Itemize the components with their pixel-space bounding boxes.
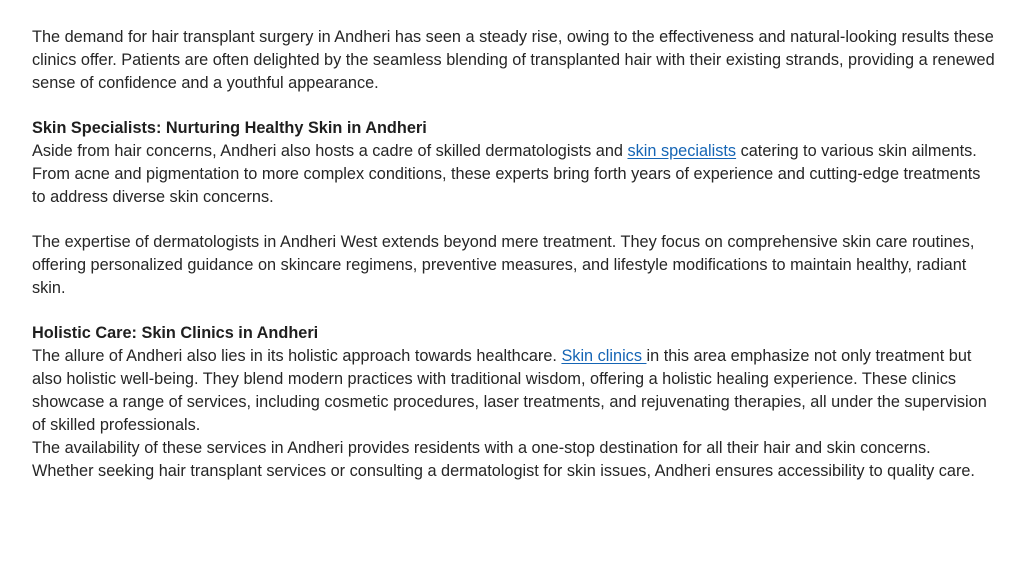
skin-specialists-paragraph [32,140,996,209]
skin-specialists-heading: Skin Specialists: Nurturing Healthy Skin in Andheri [32,119,427,137]
holistic-care-heading: Holistic Care: Skin Clinics in Andheri [32,324,319,342]
skin-specialists-section [32,117,996,209]
holistic-care-paragraph [32,345,996,437]
intro-paragraph: The demand for hair transplant surgery in Andheri has seen a steady rise, owing to the effectiveness and natural-looking results these clinics offer. Patients are often delighted by the seamless blending of transplanted hair with their existing strands, providing a renewed sense of confidence and a youthful appearance. [32,28,995,92]
skin-specialists-text-before-link: Aside from hair concerns, Andheri also hosts a cadre of skilled dermatologists and [32,142,628,160]
dermatologists-expertise-paragraph: The expertise of dermatologists in Andheri West extends beyond mere treatment. They focus on comprehensive skin care routines, offering personalized guidance on skincare regimens, preventive measures, and lifestyle modifications to maintain healthy, radiant skin. [32,233,975,297]
holistic-care-text-after-link: in this area emphasize not only treatment but also holistic well-being. They blend modern practices with traditional wisdom, offering a holistic healing experience. These clinics showcase a range of services, including cosmetic procedures, laser treatments, and rejuvenating therapies, all under the supervision of skilled professionals. [32,347,987,434]
skin-clinics-link[interactable]: Skin clinics [561,347,647,365]
holistic-care-section [32,322,996,483]
holistic-care-text-before-link: The allure of Andheri also lies in its holistic approach towards healthcare. [32,347,562,365]
skin-specialists-link[interactable]: skin specialists [627,142,737,160]
availability-paragraph: The availability of these services in Andheri provides residents with a one-stop destination for all their hair and skin concerns. Whether seeking hair transplant services or consulting a dermatologist for skin issues, Andheri ensures accessibility to quality care. [32,439,975,480]
skin-specialists-text-after-link: catering to various skin ailments. From acne and pigmentation to more complex conditions, these experts bring forth years of experience and cutting-edge treatments to address diverse skin concerns. [32,142,981,206]
